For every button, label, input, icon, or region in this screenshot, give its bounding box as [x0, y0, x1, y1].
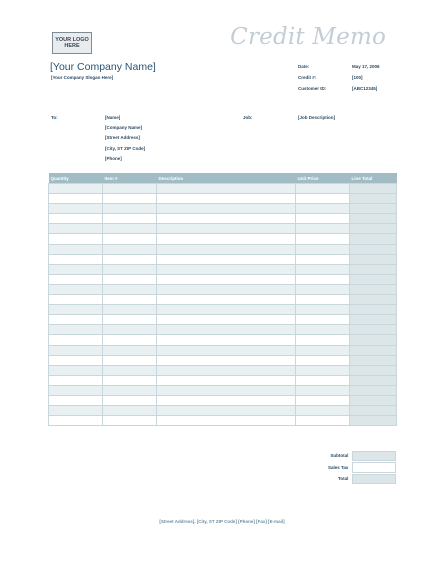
- item-number-cell[interactable]: [103, 295, 157, 305]
- quantity-cell[interactable]: [49, 254, 103, 264]
- table-row: [49, 375, 397, 385]
- table-row: [49, 305, 397, 315]
- table-row: [49, 214, 397, 224]
- unit-price-cell[interactable]: [296, 305, 350, 315]
- description-cell[interactable]: [157, 325, 296, 335]
- description-cell[interactable]: [157, 204, 296, 214]
- unit-price-cell[interactable]: [296, 315, 350, 325]
- line-total-cell[interactable]: [350, 315, 397, 325]
- address-line: [Name]: [105, 115, 121, 120]
- description-cell[interactable]: [157, 335, 296, 345]
- total-label: Total: [337, 476, 349, 482]
- unit-price-cell[interactable]: [296, 234, 350, 244]
- subtotal-row: [300, 450, 396, 462]
- quantity-cell[interactable]: [49, 345, 103, 355]
- item-number-cell[interactable]: [103, 395, 157, 405]
- line-total-cell[interactable]: [350, 234, 397, 244]
- header-quantity: Quantity: [49, 173, 103, 184]
- description-cell[interactable]: [157, 284, 296, 294]
- address-line: [City, ST ZIP Code]: [105, 145, 146, 151]
- item-number-cell[interactable]: [103, 406, 157, 416]
- table-row: [49, 355, 397, 365]
- description-cell[interactable]: [157, 274, 296, 284]
- line-total-cell[interactable]: [350, 335, 397, 345]
- line-total-cell[interactable]: [350, 194, 397, 204]
- item-number-cell[interactable]: [103, 184, 157, 194]
- description-cell[interactable]: [157, 184, 296, 194]
- item-number-cell[interactable]: [103, 355, 157, 365]
- item-number-cell[interactable]: [103, 335, 157, 345]
- quantity-cell[interactable]: [49, 214, 103, 224]
- quantity-cell[interactable]: [49, 406, 103, 416]
- description-cell[interactable]: [157, 315, 296, 325]
- quantity-cell[interactable]: [49, 335, 103, 345]
- to-label: To:: [51, 115, 58, 120]
- meta-row-credit: [298, 75, 380, 86]
- quantity-cell[interactable]: [49, 244, 103, 254]
- unit-price-cell[interactable]: [296, 254, 350, 264]
- table-row: [49, 345, 397, 355]
- quantity-cell[interactable]: [49, 184, 103, 194]
- description-cell[interactable]: [157, 385, 296, 395]
- quantity-cell[interactable]: [49, 385, 103, 395]
- meta-row-date: [298, 64, 380, 75]
- header-item-number: Item #: [103, 173, 157, 184]
- table-row: [49, 274, 397, 284]
- item-number-cell[interactable]: [103, 375, 157, 385]
- table-row: [49, 416, 397, 426]
- unit-price-cell[interactable]: [296, 395, 350, 405]
- line-total-cell[interactable]: [350, 385, 397, 395]
- logo-text: YOUR LOGO HERE: [55, 37, 89, 49]
- description-cell[interactable]: [157, 224, 296, 234]
- line-total-cell[interactable]: [350, 264, 397, 274]
- unit-price-cell[interactable]: [296, 325, 350, 335]
- company-logo: [52, 32, 92, 54]
- quantity-cell[interactable]: [49, 325, 103, 335]
- quantity-cell[interactable]: [49, 264, 103, 274]
- quantity-cell[interactable]: [49, 224, 103, 234]
- quantity-cell[interactable]: [49, 194, 103, 204]
- line-total-cell[interactable]: [350, 244, 397, 254]
- sales-tax-value-cell[interactable]: [352, 462, 396, 473]
- unit-price-cell[interactable]: [296, 416, 350, 426]
- unit-price-cell[interactable]: [296, 385, 350, 395]
- unit-price-cell[interactable]: [296, 204, 350, 214]
- line-total-cell[interactable]: [350, 204, 397, 214]
- description-cell[interactable]: [157, 406, 296, 416]
- item-number-cell[interactable]: [103, 385, 157, 395]
- line-total-cell[interactable]: [350, 274, 397, 284]
- line-total-cell[interactable]: [350, 406, 397, 416]
- line-items-table: [48, 173, 397, 426]
- unit-price-cell[interactable]: [296, 365, 350, 375]
- table-row: [49, 395, 397, 405]
- unit-price-cell[interactable]: [296, 355, 350, 365]
- company-name: [Your Company Name]: [50, 61, 156, 73]
- quantity-cell[interactable]: [49, 284, 103, 294]
- line-total-cell[interactable]: [350, 395, 397, 405]
- unit-price-cell[interactable]: [296, 406, 350, 416]
- item-number-cell[interactable]: [103, 214, 157, 224]
- table-row: [49, 315, 397, 325]
- item-number-cell[interactable]: [103, 325, 157, 335]
- item-number-cell[interactable]: [103, 264, 157, 274]
- description-cell[interactable]: [157, 375, 296, 385]
- address-line: [Street Address]: [105, 135, 140, 141]
- table-row: [49, 284, 397, 294]
- item-number-cell[interactable]: [103, 284, 157, 294]
- description-cell[interactable]: [157, 416, 296, 426]
- table-row: [49, 224, 397, 234]
- table-body: [49, 184, 397, 426]
- item-number-cell[interactable]: [103, 224, 157, 234]
- meta-value: [100]: [352, 75, 363, 80]
- totals-block: [300, 450, 396, 485]
- unit-price-cell[interactable]: [296, 274, 350, 284]
- unit-price-cell[interactable]: [296, 345, 350, 355]
- line-total-cell[interactable]: [350, 295, 397, 305]
- table-row: [49, 244, 397, 254]
- description-cell[interactable]: [157, 345, 296, 355]
- meta-value: [ABC12345]: [352, 86, 378, 91]
- table-row: [49, 325, 397, 335]
- description-cell[interactable]: [157, 355, 296, 365]
- quantity-cell[interactable]: [49, 204, 103, 214]
- to-address: [105, 115, 145, 166]
- subtotal-value-cell[interactable]: [352, 451, 396, 462]
- quantity-cell[interactable]: [49, 315, 103, 325]
- table-row: [49, 385, 397, 395]
- table-row: [49, 194, 397, 204]
- meta-label: Date:: [298, 64, 310, 69]
- sales-tax-label: Sales Tax: [327, 464, 349, 470]
- quantity-cell[interactable]: [49, 234, 103, 244]
- item-number-cell[interactable]: [103, 274, 157, 284]
- unit-price-cell[interactable]: [296, 264, 350, 274]
- description-cell[interactable]: [157, 254, 296, 264]
- quantity-cell[interactable]: [49, 295, 103, 305]
- quantity-cell[interactable]: [49, 416, 103, 426]
- table-row: [49, 406, 397, 416]
- job-description: [Job Description]: [298, 115, 336, 120]
- line-total-cell[interactable]: [350, 355, 397, 365]
- unit-price-cell[interactable]: [296, 375, 350, 385]
- unit-price-cell[interactable]: [296, 194, 350, 204]
- description-cell[interactable]: [157, 234, 296, 244]
- unit-price-cell[interactable]: [296, 184, 350, 194]
- address-line: [Company Name]: [105, 125, 143, 131]
- table-row: [49, 234, 397, 244]
- sales-tax-row: [300, 462, 396, 474]
- line-total-cell[interactable]: [350, 214, 397, 224]
- subtotal-label: Subtotal: [330, 453, 349, 459]
- item-number-cell[interactable]: [103, 416, 157, 426]
- item-number-cell[interactable]: [103, 204, 157, 214]
- description-cell[interactable]: [157, 295, 296, 305]
- line-total-cell[interactable]: [350, 416, 397, 426]
- footer-contact: [Street Address], [City, ST ZIP Code] [Phone] [Fax] [E-mail]: [159, 519, 285, 524]
- company-slogan: [Your Company Slogan Here]: [51, 75, 114, 80]
- item-number-cell[interactable]: [103, 305, 157, 315]
- description-cell[interactable]: [157, 244, 296, 254]
- description-cell[interactable]: [157, 365, 296, 375]
- table-row: [49, 335, 397, 345]
- quantity-cell[interactable]: [49, 274, 103, 284]
- item-number-cell[interactable]: [103, 244, 157, 254]
- header-unit-price: Unit Price: [296, 173, 350, 184]
- item-number-cell[interactable]: [103, 365, 157, 375]
- description-cell[interactable]: [157, 305, 296, 315]
- table-row: [49, 184, 397, 194]
- unit-price-cell[interactable]: [296, 284, 350, 294]
- quantity-cell[interactable]: [49, 395, 103, 405]
- table-row: [49, 264, 397, 274]
- page-title: Credit Memo: [230, 24, 386, 50]
- table-header-row: [49, 173, 397, 184]
- header-description: Description: [157, 173, 296, 184]
- line-total-cell[interactable]: [350, 305, 397, 315]
- line-total-cell[interactable]: [350, 184, 397, 194]
- quantity-cell[interactable]: [49, 375, 103, 385]
- description-cell[interactable]: [157, 194, 296, 204]
- unit-price-cell[interactable]: [296, 335, 350, 345]
- header-line-total: Line Total: [350, 173, 397, 184]
- item-number-cell[interactable]: [103, 315, 157, 325]
- item-number-cell[interactable]: [103, 194, 157, 204]
- address-line: [Phone]: [105, 155, 122, 161]
- description-cell[interactable]: [157, 214, 296, 224]
- meta-value: May 17, 2006: [352, 64, 380, 69]
- unit-price-cell[interactable]: [296, 224, 350, 234]
- line-total-cell[interactable]: [350, 284, 397, 294]
- unit-price-cell[interactable]: [296, 295, 350, 305]
- meta-row-customer: [298, 86, 380, 97]
- total-row: [300, 473, 396, 485]
- job-label: Job:: [243, 115, 253, 120]
- line-total-cell[interactable]: [350, 375, 397, 385]
- item-number-cell[interactable]: [103, 234, 157, 244]
- unit-price-cell[interactable]: [296, 214, 350, 224]
- quantity-cell[interactable]: [49, 305, 103, 315]
- memo-meta: [298, 64, 380, 97]
- meta-label: Customer ID:: [298, 86, 327, 91]
- line-total-cell[interactable]: [350, 325, 397, 335]
- description-cell[interactable]: [157, 395, 296, 405]
- line-total-cell[interactable]: [350, 224, 397, 234]
- quantity-cell[interactable]: [49, 355, 103, 365]
- table-row: [49, 254, 397, 264]
- table-row: [49, 295, 397, 305]
- total-value-cell[interactable]: [352, 474, 396, 485]
- unit-price-cell[interactable]: [296, 244, 350, 254]
- table-row: [49, 204, 397, 214]
- line-total-cell[interactable]: [350, 345, 397, 355]
- item-number-cell[interactable]: [103, 345, 157, 355]
- line-total-cell[interactable]: [350, 254, 397, 264]
- item-number-cell[interactable]: [103, 254, 157, 264]
- description-cell[interactable]: [157, 264, 296, 274]
- line-total-cell[interactable]: [350, 365, 397, 375]
- quantity-cell[interactable]: [49, 365, 103, 375]
- table-row: [49, 365, 397, 375]
- meta-label: Credit #:: [298, 75, 317, 80]
